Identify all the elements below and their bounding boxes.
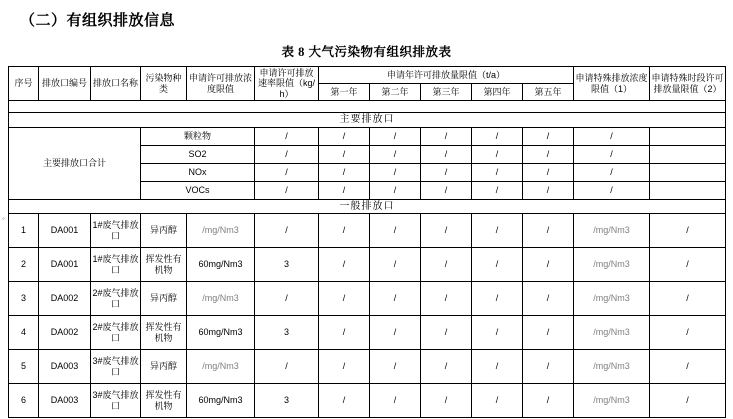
seq-cell: 2 bbox=[9, 248, 39, 282]
year-4-cell: / bbox=[472, 282, 523, 316]
year-1-cell: / bbox=[319, 384, 370, 418]
rate-limit-cell: 3 bbox=[255, 384, 319, 418]
year-5-cell: / bbox=[523, 282, 574, 316]
year-2-cell: / bbox=[370, 181, 421, 199]
special-conc-cell: /mg/Nm3 bbox=[574, 214, 650, 248]
year-1-cell: / bbox=[319, 316, 370, 350]
year-1-cell: / bbox=[319, 214, 370, 248]
special-conc-cell: / bbox=[574, 181, 650, 199]
header-pollutant: 污染物种类 bbox=[141, 67, 187, 101]
table-row bbox=[9, 316, 726, 350]
main-outlet-total-label: 主要排放口合计 bbox=[9, 127, 141, 199]
seq-cell: 3 bbox=[9, 282, 39, 316]
conc-limit-cell: 60mg/Nm3 bbox=[187, 316, 255, 350]
year-5-cell: / bbox=[523, 248, 574, 282]
special-amount-cell bbox=[650, 163, 726, 181]
year-3-cell: / bbox=[421, 316, 472, 350]
outlet-code-cell: DA003 bbox=[39, 350, 91, 384]
rate-limit-cell: / bbox=[255, 214, 319, 248]
band-row-general-outlet bbox=[9, 199, 726, 214]
year-5-cell: / bbox=[523, 145, 574, 163]
year-4-cell: / bbox=[472, 145, 523, 163]
pollutant-cell: 挥发性有机物 bbox=[141, 248, 187, 282]
special-conc-cell: / bbox=[574, 145, 650, 163]
year-3-cell: / bbox=[421, 163, 472, 181]
seq-cell: 4 bbox=[9, 316, 39, 350]
year-3-cell: / bbox=[421, 248, 472, 282]
year-4-cell: / bbox=[472, 350, 523, 384]
emission-table bbox=[8, 66, 726, 418]
year-2-cell: / bbox=[370, 163, 421, 181]
year-3-cell: / bbox=[421, 214, 472, 248]
outlet-name-cell: 3#废气排放口 bbox=[91, 350, 141, 384]
pollutant-cell: VOCs bbox=[141, 181, 255, 199]
pollutant-cell: 颗粒物 bbox=[141, 127, 255, 145]
outlet-name-cell: 2#废气排放口 bbox=[91, 282, 141, 316]
table-row bbox=[9, 282, 726, 316]
header-annual-group: 申请年许可排放量限值（t/a） bbox=[319, 67, 574, 84]
conc-limit-cell: 60mg/Nm3 bbox=[187, 248, 255, 282]
year-4-cell: / bbox=[472, 127, 523, 145]
header-seq: 序号 bbox=[9, 67, 39, 101]
year-1-cell: / bbox=[319, 350, 370, 384]
special-amount-cell: / bbox=[650, 282, 726, 316]
year-2-cell: / bbox=[370, 282, 421, 316]
table-row bbox=[9, 384, 726, 418]
special-amount-cell bbox=[650, 181, 726, 199]
outlet-code-cell: DA002 bbox=[39, 316, 91, 350]
year-2-cell: / bbox=[370, 127, 421, 145]
year-2-cell: / bbox=[370, 316, 421, 350]
margin-mark-icon: ◦ bbox=[2, 214, 5, 223]
year-2-cell: / bbox=[370, 350, 421, 384]
outlet-name-cell: 1#废气排放口 bbox=[91, 248, 141, 282]
header-year-1: 第一年 bbox=[319, 84, 370, 101]
year-5-cell: / bbox=[523, 384, 574, 418]
outlet-name-cell: 3#废气排放口 bbox=[91, 384, 141, 418]
conc-limit-cell: 60mg/Nm3 bbox=[187, 384, 255, 418]
special-amount-cell bbox=[650, 127, 726, 145]
header-outlet-name: 排放口名称 bbox=[91, 67, 141, 101]
rate-limit-cell: 3 bbox=[255, 316, 319, 350]
year-4-cell: / bbox=[472, 181, 523, 199]
conc-limit-cell: /mg/Nm3 bbox=[187, 214, 255, 248]
year-1-cell: / bbox=[319, 248, 370, 282]
seq-cell: 1 bbox=[9, 214, 39, 248]
year-3-cell: / bbox=[421, 127, 472, 145]
year-3-cell: / bbox=[421, 350, 472, 384]
outlet-name-cell: 2#废气排放口 bbox=[91, 316, 141, 350]
special-conc-cell: /mg/Nm3 bbox=[574, 248, 650, 282]
special-amount-cell: / bbox=[650, 248, 726, 282]
rate-limit-cell: 3 bbox=[255, 248, 319, 282]
year-4-cell: / bbox=[472, 214, 523, 248]
year-4-cell: / bbox=[472, 163, 523, 181]
special-conc-cell: /mg/Nm3 bbox=[574, 282, 650, 316]
header-year-2: 第二年 bbox=[370, 84, 421, 101]
year-3-cell: / bbox=[421, 282, 472, 316]
special-amount-cell: / bbox=[650, 350, 726, 384]
outlet-code-cell: DA001 bbox=[39, 214, 91, 248]
special-conc-cell: /mg/Nm3 bbox=[574, 384, 650, 418]
pollutant-cell: 异丙醇 bbox=[141, 350, 187, 384]
band-row-main-outlet bbox=[9, 113, 726, 128]
section-heading: （二）有组织排放信息 bbox=[20, 13, 176, 29]
rate-cell: / bbox=[255, 163, 319, 181]
seq-cell: 5 bbox=[9, 350, 39, 384]
year-1-cell: / bbox=[319, 181, 370, 199]
conc-limit-cell: /mg/Nm3 bbox=[187, 282, 255, 316]
year-5-cell: / bbox=[523, 316, 574, 350]
rate-cell: / bbox=[255, 145, 319, 163]
band-label-general-outlet: 一般排放口 bbox=[9, 199, 726, 214]
year-1-cell: / bbox=[319, 145, 370, 163]
year-4-cell: / bbox=[472, 316, 523, 350]
outlet-code-cell: DA003 bbox=[39, 384, 91, 418]
year-4-cell: / bbox=[472, 384, 523, 418]
band-label-main-outlet: 主要排放口 bbox=[9, 113, 726, 128]
spacer-row bbox=[9, 101, 726, 113]
table-row bbox=[9, 127, 726, 145]
year-5-cell: / bbox=[523, 350, 574, 384]
year-5-cell: / bbox=[523, 127, 574, 145]
rate-limit-cell: / bbox=[255, 282, 319, 316]
special-conc-cell: / bbox=[574, 127, 650, 145]
year-2-cell: / bbox=[370, 214, 421, 248]
header-year-5: 第五年 bbox=[523, 84, 574, 101]
special-conc-cell: /mg/Nm3 bbox=[574, 350, 650, 384]
special-amount-cell: / bbox=[650, 316, 726, 350]
header-year-3: 第三年 bbox=[421, 84, 472, 101]
conc-limit-cell: /mg/Nm3 bbox=[187, 350, 255, 384]
year-4-cell: / bbox=[472, 248, 523, 282]
outlet-code-cell: DA001 bbox=[39, 248, 91, 282]
header-special-amount: 申请特殊时段许可排放量限值（2） bbox=[650, 67, 726, 101]
special-conc-cell: / bbox=[574, 163, 650, 181]
special-amount-cell: / bbox=[650, 384, 726, 418]
pollutant-cell: SO2 bbox=[141, 145, 255, 163]
year-1-cell: / bbox=[319, 127, 370, 145]
seq-cell: 6 bbox=[9, 384, 39, 418]
pollutant-cell: NOx bbox=[141, 163, 255, 181]
rate-limit-cell: / bbox=[255, 350, 319, 384]
rate-cell: / bbox=[255, 127, 319, 145]
year-5-cell: / bbox=[523, 181, 574, 199]
pollutant-cell: 挥发性有机物 bbox=[141, 316, 187, 350]
year-1-cell: / bbox=[319, 163, 370, 181]
special-amount-cell bbox=[650, 145, 726, 163]
header-conc-limit: 申请许可排放浓度限值 bbox=[187, 67, 255, 101]
table-row bbox=[9, 248, 726, 282]
pollutant-cell: 挥发性有机物 bbox=[141, 384, 187, 418]
pollutant-cell: 异丙醇 bbox=[141, 282, 187, 316]
header-special-conc: 申请特殊排放浓度限值（1） bbox=[574, 67, 650, 101]
pollutant-cell: 异丙醇 bbox=[141, 214, 187, 248]
header-outlet-code: 排放口编号 bbox=[39, 67, 91, 101]
year-5-cell: / bbox=[523, 163, 574, 181]
table-row bbox=[9, 214, 726, 248]
outlet-name-cell: 1#废气排放口 bbox=[91, 214, 141, 248]
header-rate-limit: 申请许可排放速率限值（kg/h） bbox=[255, 67, 319, 101]
special-amount-cell: / bbox=[650, 214, 726, 248]
table-row bbox=[9, 350, 726, 384]
year-3-cell: / bbox=[421, 145, 472, 163]
outlet-code-cell: DA002 bbox=[39, 282, 91, 316]
year-3-cell: / bbox=[421, 181, 472, 199]
year-3-cell: / bbox=[421, 384, 472, 418]
rate-cell: / bbox=[255, 181, 319, 199]
header-year-4: 第四年 bbox=[472, 84, 523, 101]
year-2-cell: / bbox=[370, 248, 421, 282]
special-conc-cell: /mg/Nm3 bbox=[574, 316, 650, 350]
year-1-cell: / bbox=[319, 282, 370, 316]
year-2-cell: / bbox=[370, 384, 421, 418]
year-5-cell: / bbox=[523, 214, 574, 248]
table-title: 表 8 大气污染物有组织排放表 bbox=[281, 45, 452, 59]
year-2-cell: / bbox=[370, 145, 421, 163]
